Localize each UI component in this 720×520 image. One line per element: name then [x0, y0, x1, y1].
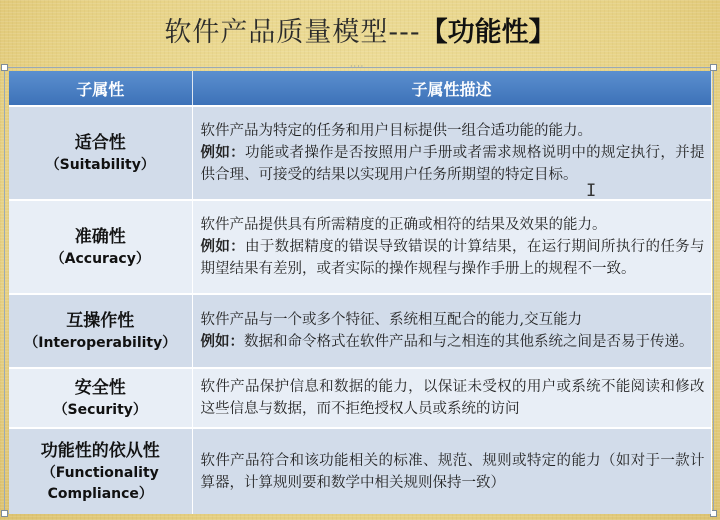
header-description: 子属性描述: [192, 71, 711, 106]
attribute-cell: [9, 200, 192, 294]
attribute-cell: [9, 368, 192, 428]
functionality-table: [9, 71, 712, 514]
description-cell: [192, 294, 711, 368]
attribute-name-zh: 互操作性: [66, 310, 135, 331]
description-text: 软件产品提供具有所需精度的正确或相符的结果及效果的能力。: [200, 217, 607, 233]
example-label: 例如：: [200, 145, 245, 161]
description-cell: [192, 200, 711, 294]
title-prefix: 软件产品质量模型---: [164, 17, 421, 48]
example-text: 功能或者操作是否按照用户手册或者需求规格说明中的规定执行，并提供合理、可接受的结果以实现用户任务所期望的特定目标。: [200, 145, 705, 183]
table-row: [9, 200, 711, 294]
attribute-name-zh: 准确性: [74, 226, 126, 247]
text-cursor-icon: I: [586, 181, 597, 201]
resize-handle-bottom-left[interactable]: [1, 510, 8, 517]
attribute-cell: [9, 106, 192, 200]
attribute-name-zh: 功能性的依从性: [40, 440, 160, 461]
example-text: 数据和命令格式在软件产品和与之相连的其他系统之间是否易于传递。: [244, 334, 694, 350]
table-header-row: [9, 71, 711, 106]
description-text: 软件产品符合和该功能相关的标准、规范、规则或特定的能力（如对于一款计算器，计算规则要和数学中相关规则保持一致）: [200, 452, 705, 491]
attribute-name-en: （Accuracy）: [50, 250, 150, 267]
resize-handle-top-right[interactable]: [710, 64, 717, 71]
resize-handle-top[interactable]: ····: [350, 62, 365, 71]
attribute-cell: [9, 294, 192, 368]
table-row: [9, 294, 711, 368]
description-cell: [192, 106, 711, 200]
description-cell: [192, 428, 711, 514]
table-row: [9, 368, 711, 428]
example-label: 例如：: [200, 239, 245, 255]
description-text: 软件产品与一个或多个特征、系统相互配合的能力,交互能力: [200, 312, 583, 328]
title-emphasis: 【功能性】: [420, 17, 556, 48]
description-text: 软件产品保护信息和数据的能力，以保证未受权的用户或系统不能阅读和修改这些信息与数据，而不拒绝授权人员或系统的访问: [200, 379, 705, 417]
attribute-name-zh: 安全性: [74, 377, 126, 398]
resize-handle-top-left[interactable]: [1, 64, 8, 71]
table-row: [9, 106, 711, 200]
description-cell: [192, 368, 711, 428]
table-row: [9, 428, 711, 514]
example-label: 例如：: [200, 334, 244, 350]
slide-title: [0, 10, 720, 52]
attribute-cell: [9, 428, 192, 514]
header-sub-attribute: 子属性: [9, 71, 192, 106]
description-text: 软件产品为特定的任务和用户目标提供一组合适功能的能力。: [200, 123, 592, 139]
attribute-name-en: （Suitability）: [45, 156, 155, 173]
attribute-name-en: （Security）: [53, 401, 147, 418]
attribute-name-en: （Functionality Compliance）: [41, 464, 159, 502]
example-text: 由于数据精度的错误导致错误的计算结果，在运行期间所执行的任务与期望结果有差别，或者实际的操作规程与操作手册上的规程不一致。: [200, 239, 705, 277]
attribute-name-zh: 适合性: [74, 132, 126, 153]
attribute-name-en: （Interoperability）: [24, 334, 177, 351]
